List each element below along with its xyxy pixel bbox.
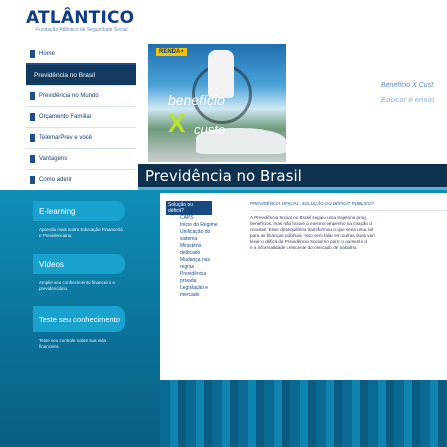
elearning-title[interactable]: E-learning	[33, 201, 125, 221]
nav-item-label: Previdência no Mundo	[39, 93, 99, 99]
elearning-card[interactable]	[33, 201, 125, 239]
videos-desc: Amplie seu conhecimento financeiro e previdenciário.	[39, 280, 116, 291]
nav-bullet-icon	[30, 113, 35, 121]
person-image	[208, 50, 234, 98]
nav-item-orcamento-familiar[interactable]	[26, 107, 136, 128]
subnav-item[interactable]: Previdência privada	[180, 271, 207, 284]
logo[interactable]: ATLÂNTICO	[26, 8, 135, 28]
hero-text-cost: custo	[194, 122, 226, 137]
nav-item-previdencia-no-brasil[interactable]	[26, 65, 136, 86]
quiz-desc: Teste seu controle sobre sua vida financeira.	[39, 338, 107, 349]
decorative-stripes	[160, 380, 447, 447]
nav-bullet-icon	[30, 50, 35, 58]
subnav-item[interactable]: Unificação do sistema	[180, 229, 211, 242]
nav-item-label: TelemarPrev e você	[39, 135, 93, 141]
content-panel	[160, 193, 447, 380]
nav-item-vantagens[interactable]	[26, 149, 136, 170]
hero-badge: RENDA+	[156, 48, 187, 56]
quiz-card[interactable]	[33, 306, 125, 350]
article-line: e a informalidade crescente do mercado de trabalho.	[250, 245, 358, 250]
hero-banner[interactable]	[148, 44, 286, 162]
nav-item-como-aderir[interactable]	[26, 170, 136, 191]
nav-bullet-icon	[30, 155, 35, 163]
subnav-item[interactable]: CAPS	[180, 215, 194, 221]
nav-bullet-icon	[30, 176, 35, 184]
main-nav	[26, 44, 136, 191]
subnav-item[interactable]: Ministério dedicado	[180, 243, 202, 256]
hero-text-benefit: benefício	[168, 92, 225, 108]
article-line: receitas. Esse desequilíbrio transformou o que seria uma sol	[250, 227, 374, 232]
page-title-bar	[138, 164, 447, 190]
quiz-title[interactable]: Teste seu conhecimento	[33, 306, 125, 332]
nav-bullet-icon	[30, 134, 35, 142]
subnav-item[interactable]: Início do Regime	[180, 222, 218, 228]
nav-bullet-icon	[30, 92, 35, 100]
subnav-item-selected[interactable]: Solução ou déficit?	[166, 201, 212, 215]
divider	[250, 210, 447, 211]
nav-item-label: Orçamento Familiar	[39, 114, 92, 120]
promo-title[interactable]: Benefício X Cust	[381, 82, 434, 89]
article-kicker: PREVIDÊNCIA OFICIAL: SOLUÇÃO OU DÉFICIT PÚBLICO?	[250, 201, 374, 206]
subnav-item[interactable]: Mudança nas regras	[180, 257, 211, 270]
videos-card[interactable]	[33, 254, 125, 292]
nav-item-home[interactable]	[26, 44, 136, 65]
subnav-item[interactable]: Legislação e mercado	[180, 285, 209, 298]
article-line: A Previdência Social no Brasil seguiu uma trajetória prog	[250, 215, 366, 220]
article-line: levar o déficit da Previdência Social no país: o aumento d	[250, 239, 367, 244]
page-title: Previdência no Brasil	[145, 167, 302, 185]
article	[250, 201, 447, 251]
promo-subtitle: Educar é ensin	[381, 95, 435, 104]
logo-tagline: Fundação Atlântico de Seguridade Social	[36, 27, 128, 33]
nav-item-label: Previdência no Brasil	[34, 71, 96, 79]
nav-item-label: Vantagens	[39, 156, 68, 162]
nav-item-previdencia-no-mundo[interactable]	[26, 86, 136, 107]
nav-item-label: Como aderir	[39, 177, 73, 183]
nav-item-telemarprev[interactable]	[26, 128, 136, 149]
sub-navigation	[164, 201, 220, 299]
article-line: para as finanças públicas. Isso sem falar em outras duas vari	[250, 233, 375, 238]
nav-item-label: Home	[39, 50, 56, 57]
article-line: benefícios, mas não houve o mesmo empenho na criação d	[250, 221, 372, 226]
hero-text-x: X	[168, 108, 186, 138]
elearning-desc: Aprenda mais sobre Educação Financeira e Previdenciária	[39, 227, 123, 238]
videos-title[interactable]: Vídeos	[33, 254, 125, 274]
